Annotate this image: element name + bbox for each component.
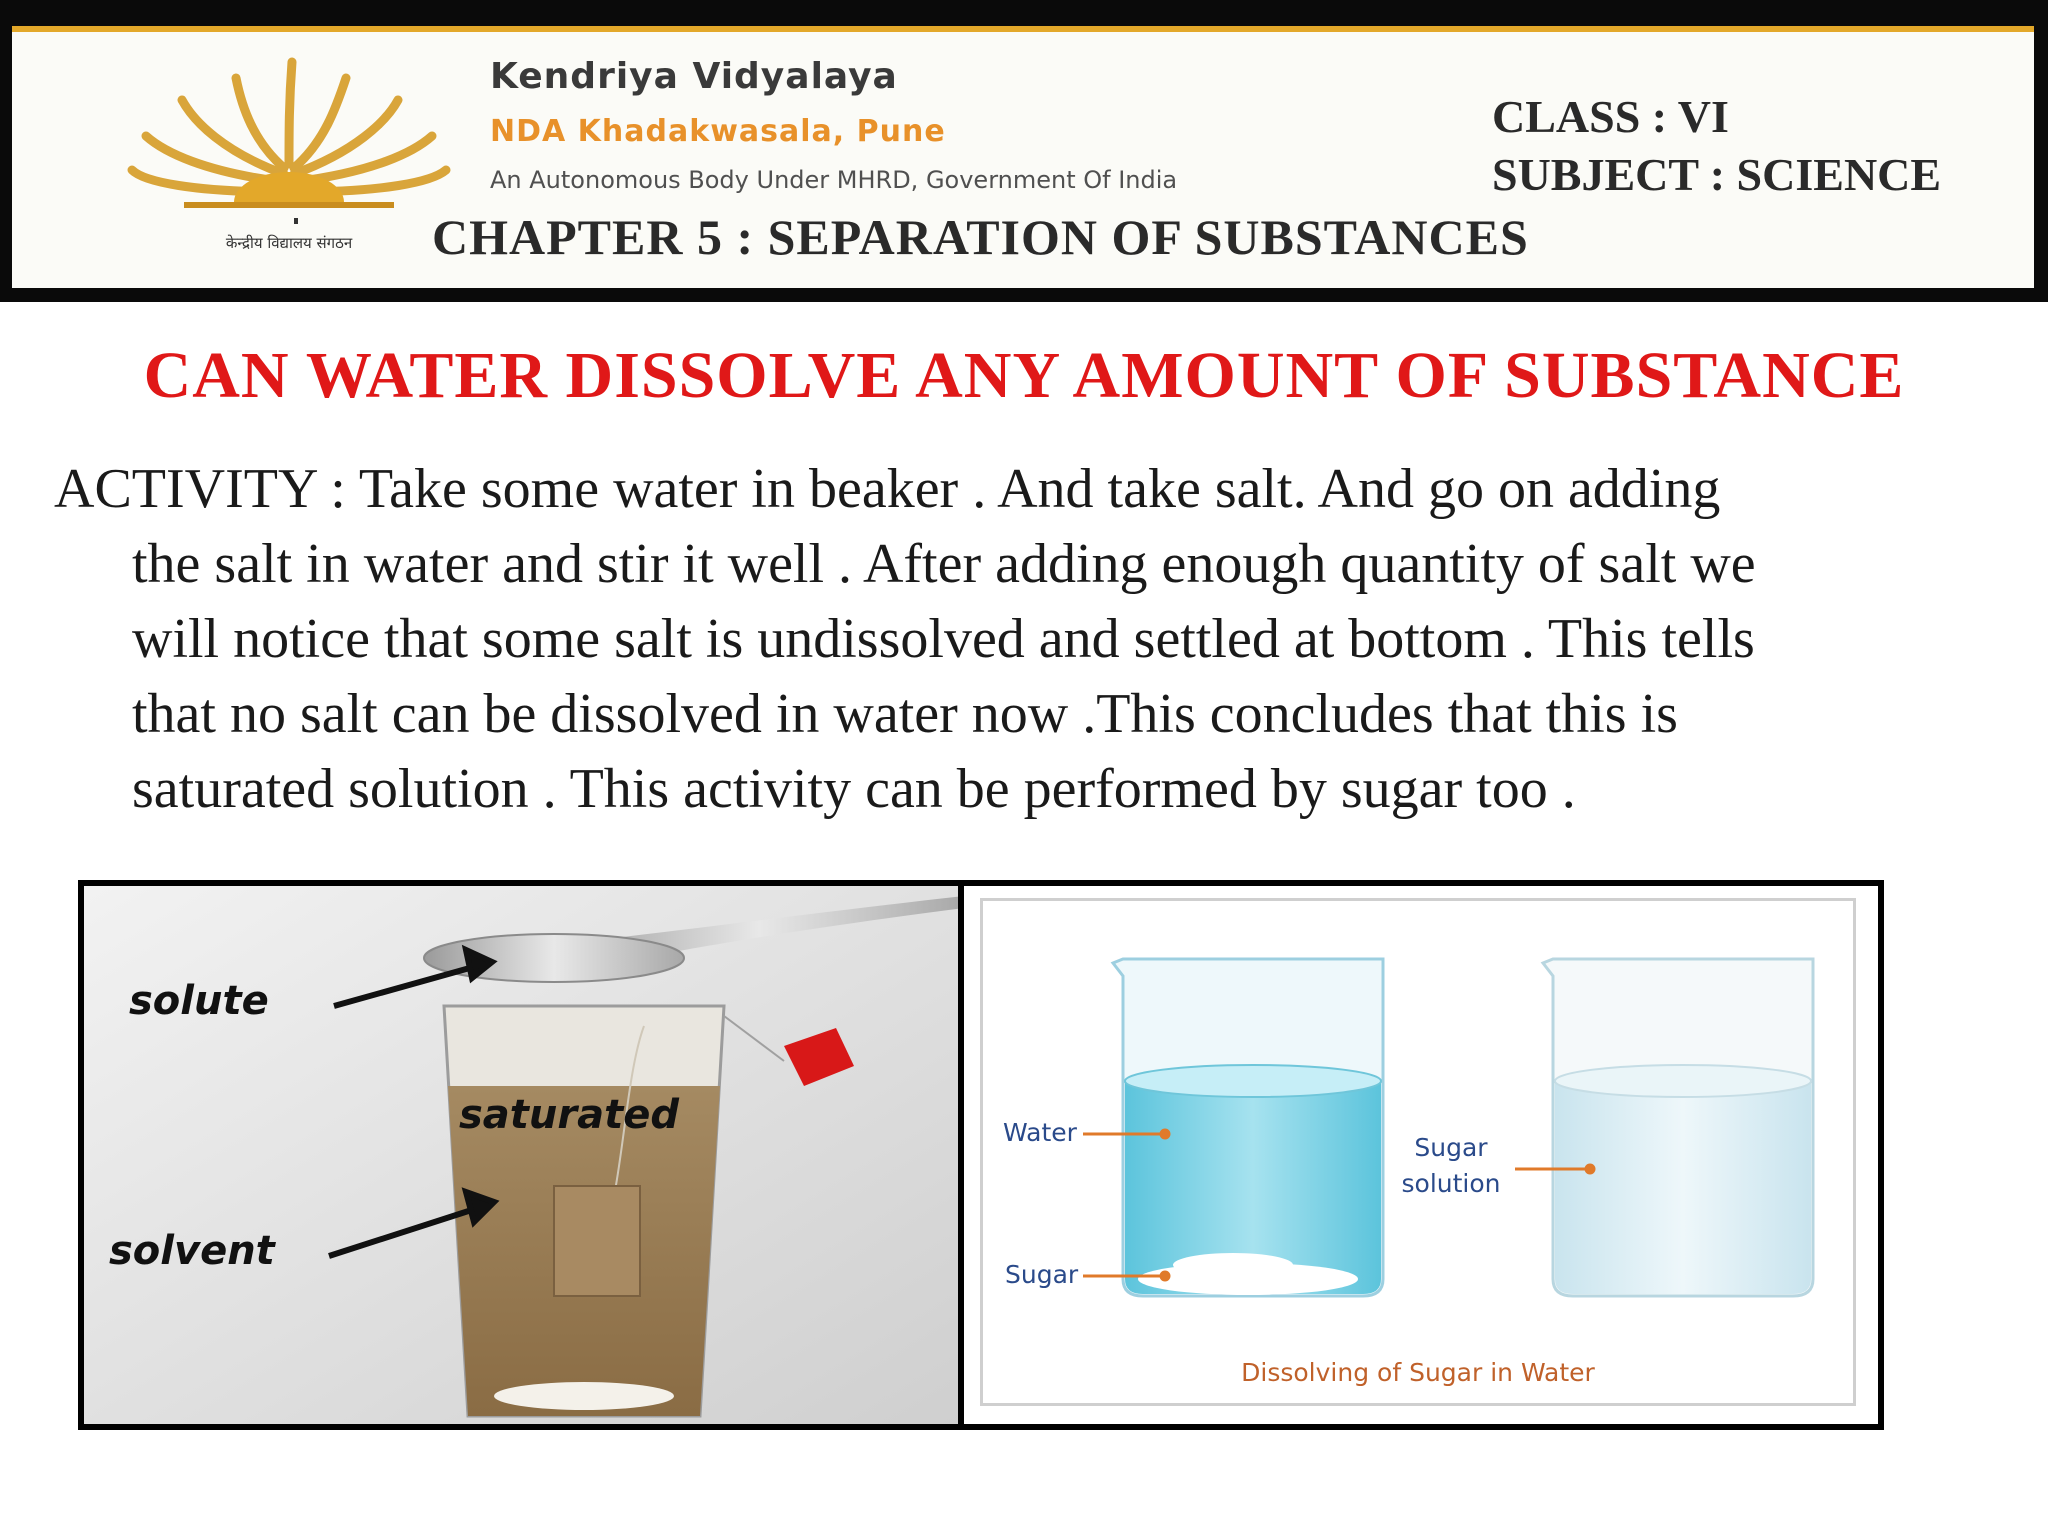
saturated-solution-photo [78,880,970,1430]
beaker-water-sugar [1113,959,1383,1296]
header-banner [0,0,2048,302]
settled-solute [494,1382,674,1410]
activity-line: the salt in water and stir it well . After adding enough quantity of salt we [132,533,1756,595]
tea-bag [554,1186,640,1296]
school-body: An Autonomous Body Under MHRD, Government Of India [490,166,1178,194]
activity-line: that no salt can be dissolved in water now .This concludes that this is [132,683,1678,745]
label-sugar-solution-1: Sugar [1414,1133,1488,1162]
label-sugar: Sugar [1005,1260,1079,1289]
slide-title: CAN WATER DISSOLVE ANY AMOUNT OF SUBSTANCE [143,339,1905,412]
label-saturated: saturated [459,1092,679,1138]
activity-line: ACTIVITY : Take some water in beaker . And take salt. And go on adding [54,458,1721,520]
school-name: Kendriya Vidyalaya [490,56,898,97]
school-location: NDA Khadakwasala, Pune [490,114,946,149]
diagram-frame [980,898,1856,1406]
class-label: CLASS : VI [1492,91,1729,142]
subject-label: SUBJECT : SCIENCE [1492,149,1942,200]
chapter-title: CHAPTER 5 : SEPARATION OF SUBSTANCES [432,209,1529,265]
spoon [424,934,684,982]
label-water: Water [1003,1118,1077,1147]
dissolving-sugar-diagram [958,880,1884,1430]
label-solvent: solvent [109,1228,275,1274]
kv-sun-logo-icon [124,52,454,262]
logo-caption: केन्द्रीय विद्यालय संगठन [225,234,353,252]
activity-line: saturated solution . This activity can be performed by sugar too . [132,758,1576,820]
beaker-sugar-solution [1543,959,1813,1296]
diagram-caption: Dissolving of Sugar in Water [1241,1358,1595,1387]
label-sugar-solution-2: solution [1401,1169,1501,1198]
header-panel [12,26,2034,288]
activity-line: will notice that some salt is undissolved and settled at bottom . This tells [132,608,1755,670]
label-solute: solute [129,978,269,1024]
activity-paragraph [54,452,2014,827]
